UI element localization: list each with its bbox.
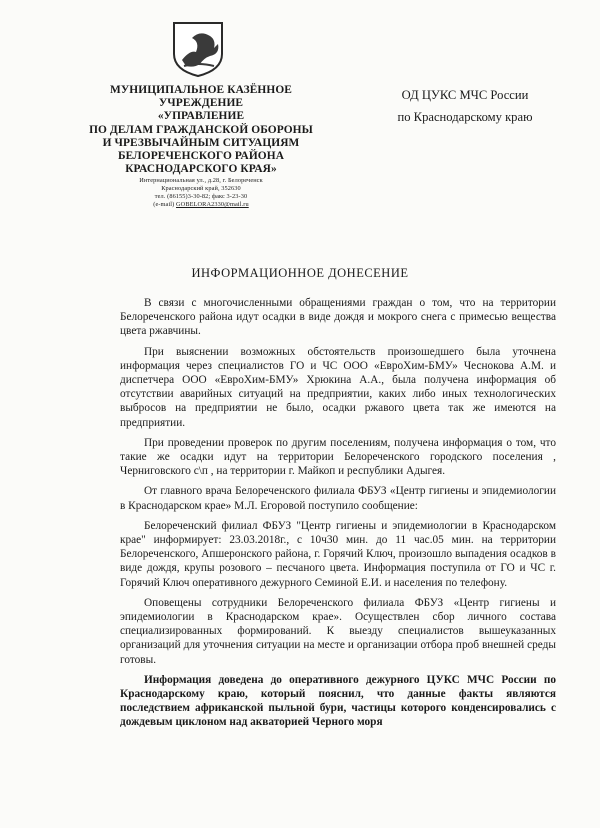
paragraph-bold: Информация доведена до оперативного дежурного ЦУКС МЧС России по Краснодарскому краю, который пояснил, что данные факты являются последствием африканской пыльной бури, частицы которого конденсировались с дождевым циклоном над акваторией Черного моря <box>120 673 556 729</box>
sender-org-line: КРАСНОДАРСКОГО КРАЯ» <box>125 163 277 176</box>
recipient-line-2: по Краснодарскому краю <box>397 110 533 124</box>
paragraph: Белореченский филиал ФБУЗ "Центр гигиены и эпидемиологии в Краснодарском крае" информирует: 23.03.2018г., с 10ч30 мин. до 11 час.05 мин. на территории Белореченского, Апшеронского района, г. Горячий Ключ, произошло выпадения осадков в виде дождя, крупы розового – песчаного цвета. Информация поступила от ГО и ЧС г. Горячий Ключ оперативного дежурного Семиной Е.И. и населения по телефону. <box>120 519 556 589</box>
sender-address-line: Краснодарский край, 352630 <box>161 185 241 193</box>
sender-block <box>86 84 316 209</box>
sender-email-line <box>86 201 316 209</box>
coat-of-arms-icon <box>170 20 226 78</box>
document-body <box>120 296 556 736</box>
sender-address-line: Интернациональная ул., д.28, г. Белореченск <box>139 177 263 185</box>
sender-address <box>86 177 316 209</box>
paragraph: От главного врача Белореченского филиала ФБУЗ «Центр гигиены и эпидемиологии в Краснодарском крае» М.Л. Егоровой поступило сообщение: <box>120 485 556 512</box>
sender-email-prefix: (e-mail) <box>153 201 177 209</box>
document-title: ИНФОРМАЦИОННОЕ ДОНЕСЕНИЕ <box>191 266 409 280</box>
sender-email-link[interactable]: GOBELORA2330@mail.ru <box>176 201 249 209</box>
recipient-line-1: ОД ЦУКС МЧС России <box>401 88 529 102</box>
sender-org-line: БЕЛОРЕЧЕНСКОГО РАЙОНА <box>117 150 285 163</box>
sender-org-line: «УПРАВЛЕНИЕ <box>157 110 245 123</box>
paragraph: При проведении проверок по другим поселениям, получена информация о том, что такие же осадки идут на территории Белореченского городского поселения , Черниговского с\п , на территории г. Майкоп и республики Адыгея. <box>120 436 556 478</box>
paragraph: Оповещены сотрудники Белореченского филиала ФБУЗ «Центр гигиены и эпидемиологии в Краснодарском крае». Осуществлен сбор личного состава специализированных формирований. К выезду специалистов вышеуказанных организаций для уточнения ситуации на месте и организации отбора проб внешней среды готовы. <box>120 596 556 666</box>
paragraph: В связи с многочисленными обращениями граждан о том, что на территории Белореченского района идут осадки в виде дождя и мокрого снега с примесью вещества цвета ржавчины. <box>120 297 556 338</box>
paragraph: При выяснении возможных обстоятельств произошедшего была уточнена информация через специалистов ГО и ЧС ООО «ЕвроХим-БМУ» Чеснокова А.М. и диспетчера ООО «ЕвроХим-БМУ» Хрюкина А.А., была получена информация об отсутствии аварийных ситуаций на предприятии, каких либо иных технологических выбросов на предприятии не было, осадки ржавого цвета так же имеются на предприятии. <box>120 345 556 429</box>
recipient-block <box>380 84 550 128</box>
sender-org-line: ПО ДЕЛАМ ГРАЖДАНСКОЙ ОБОРОНЫ <box>89 123 313 136</box>
sender-org-line: УЧРЕЖДЕНИЕ <box>158 97 244 110</box>
sender-org-line: И ЧРЕЗВЫЧАЙНЫМ СИТУАЦИЯМ <box>102 136 300 149</box>
sender-address-line: тел. (86155)3-30-82; факс 3-23-30 <box>154 193 248 201</box>
sender-org-line: МУНИЦИПАЛЬНОЕ КАЗЁННОЕ <box>109 84 292 96</box>
